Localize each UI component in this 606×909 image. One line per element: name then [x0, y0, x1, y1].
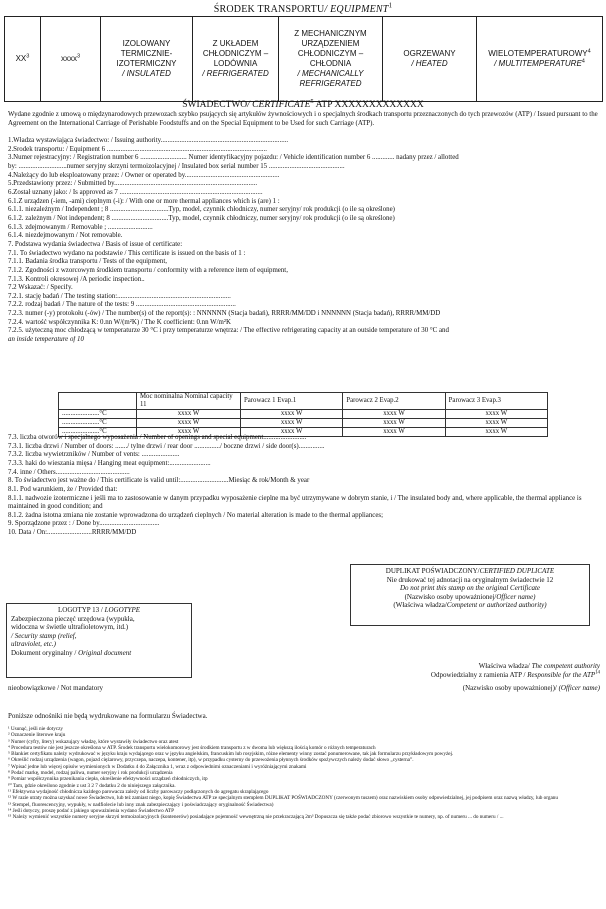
heated-cell: OGRZEWANY / HEATED	[383, 17, 477, 102]
footnote: ⁶ Określić rodzaj urządzenia (wagon, pojazd ciężarowy, przyczepa, naczepa, kontener, itp), w przypadku cysterny do przewożenia płynnych środków spożywczych należy dodać słowo „cysterna”.	[8, 757, 414, 764]
body-line: 7.4. inne / Others...........................................	[8, 468, 130, 476]
cap-value: xxxx W	[137, 428, 241, 437]
signature-block	[368, 662, 600, 680]
logotype-box	[6, 603, 192, 678]
cap-value: xxxx W	[137, 410, 241, 419]
cap-value: xxxx W	[343, 419, 445, 428]
body-line: by: ............................numer seryjny skrzyni termoizolacyjnej / Insulated box serial number 15 ............................................	[8, 162, 345, 170]
logotype-title: LOGOTYP 13 / LOGOTYPE	[57, 606, 140, 614]
body-line: 7.1.3. Kontroli okresowej /A periodic inspection..	[8, 275, 145, 283]
footnote: ¹ Usunąć, jeśli nie dotyczy	[8, 726, 64, 732]
multitemperature-cell: WIELOTEMPERATUROWY$^4$ / MULTITEMPERATURE$^4$	[477, 17, 603, 102]
body-line: 8. To świadectwo jest ważne do / This certificate is valid until:............................Miesiąc & rok/Month & year	[8, 477, 310, 485]
footnote: ¹⁵ Należy wymienić wszystkie numery seryjne skrzyń termoizolacyjnych (kontenerów) posiadające pojemność wewnętrzną nie przekraczającą 2m³ Dopuszcza się także podać zbiorowo wszystkie te numery, np. of numeru ... do numeru / ...	[8, 814, 504, 821]
body-line: 7.3. liczba otworów i specjalnego wyposażenia / Number of openings and special equipment.........................	[8, 434, 307, 441]
body-line: 4.Należący do lub eksploatowany przez: / Owner or operated by.......................................................	[8, 171, 280, 179]
body-line: 8.1.1. nadwozie izotermiczne i jeśli ma to zastosowanie w danym przypadku wyposażenie cieplne ma być utrzymywane w dobrym stanie, i / The insulated body and, where applicable, the thermal appliance is maintained in good condition; and	[8, 494, 582, 511]
body-line: 7.3.1. liczba drzwi / Number of doors: ......./ tylne drzwi / rear door .............../ boczne drzwi / side door(s)...............	[8, 442, 325, 450]
body-line: 1.Władza wystawiająca świadectwo: / Issuing authority..........................................................................	[8, 137, 289, 144]
body-line: 6.1.1. niezależnym / Independent ; 8 ..................................Typ, model, czynnik chłodniczy, numer seryjny/ rok produkcji (o ile są określone)	[8, 206, 395, 214]
body-line: 6.1.Z urządzen (-iem, -ami) cieplnym (-i): / With one or more thermal appliances which is (are) 1 :	[8, 197, 280, 205]
body-line: 7.2 Wskazać: / Specify.	[8, 284, 73, 292]
footnote: ¹² W razie utraty można uzyskać nowe Świadectwo, lub też zamiast niego, kopię Świadectwa ATP ze specjalnym stemplem DUPLIKAT POŚWIADCZONY (czerwonym tuszem) oraz nazwiskiem osoby odpowiedzialnej, jej podpisem oraz nazwą władzy, lub organu	[8, 795, 558, 802]
footnote: ⁷ Wpisać jedne lub więcej opisów wymienionych w Dodatku 4 do Załącznika 1, wraz z odpowiednimi oznaczeniami i wyróżniającymi znakami	[8, 763, 307, 770]
footnote-heading: Poniższe odnośniki nie będą wydrukowane na formularzu Świadectwa.	[8, 712, 208, 720]
duplicate-line: Nie drukować tej adnotacji na oryginalnym świadectwie 12	[386, 575, 554, 584]
cap-header-evap1: Parowacz 1 Evap.1	[241, 393, 343, 410]
country-code-cell: $XX^3$	[5, 17, 41, 102]
cap-value: xxxx W	[241, 410, 343, 419]
cap-temp: ......................°C	[59, 428, 137, 437]
cap-header-evap3: Parowacz 3 Evap.3	[445, 393, 547, 410]
body-line: 7.1.2. Zgodności z wzorcowym środkiem transportu / conformity with a reference item of equipment,	[8, 266, 288, 274]
body-line: 7.2.4. wartość współczynnika K: 0.nn W/(m²K) / The K coefficient: 0.nn W/m²K	[8, 318, 231, 326]
body-line: 3.Numer rejestracyjny: / Registration number 6 ........................... Numer identyfikacyjny pojazdu: / Vehicle identification number 6 ............. nadany przez / allotted	[8, 154, 459, 162]
footnote: ⁹ Pomiar współczynnika przenikania ciepła, określenie efektywności urządzeń chłodniczych, itp	[8, 776, 208, 783]
body-line: 8.1. Pod warunkiem, że / Provided that:	[8, 485, 118, 493]
cap-value: xxxx W	[241, 428, 343, 437]
body-line: 6.1.3. zdejmowanym / Removable ; ..........................	[8, 223, 153, 231]
cap-value: xxxx W	[445, 410, 547, 419]
table-row	[59, 419, 548, 428]
equipment-title: ŚRODEK TRANSPORTU/ EQUIPMENT$^1$	[213, 1, 393, 15]
signature-authority: Właściwa władza/ The competent authority	[478, 662, 600, 670]
logotype-line: Zabezpieczona pieczęć urzędowa (wypukła,	[11, 614, 135, 623]
not-mandatory-note: nieobowiązkowe / Not mandatory	[8, 684, 104, 692]
cap-value: xxxx W	[343, 428, 445, 437]
certificate-number: ATP XXXXXXXXXXXXX	[315, 100, 424, 110]
logotype-line: Dokument oryginalny / Original document	[11, 648, 132, 657]
cap-value: xxxx W	[445, 428, 547, 437]
insulated-cell: IZOLOWANY TERMICZNIE-IZOTERMICZNY / INSULATED	[101, 17, 193, 102]
body-line: an inside temperature of 10	[8, 336, 84, 344]
footnotes	[8, 726, 600, 820]
body-line: 7.2.3. numer (-y) protokołu (-ów) / The number(s) of the report(s): : NNNNNN (Stacja badań), RRRR/MM/DD i NNNNNN (Stacja badań), RRRR/MM/DD	[8, 310, 441, 318]
cap-value: xxxx W	[445, 419, 547, 428]
footnote: ⁴ Procedura testów nie jest jeszcze określona w ATP. Środek transportu wielokomorowy jest środkiem transportu z w dwoma lub większą ilością komór o różnych temperaturach	[8, 744, 376, 751]
footnote: ⁸ Podać markę, model, rodzaj paliwa, numer seryjny i rok produkcji urządzenia	[8, 770, 173, 777]
cap-temp: ......................°C	[59, 419, 137, 428]
cap-header-nominal: Moc nominalna Nominal capacity 11	[137, 393, 241, 410]
body-line: 10. Data / On:..........................RRRR/MM/DD	[8, 528, 137, 536]
duplicate-title: DUPLIKAT POŚWIADCZONY/CERTIFIED DUPLICATE	[385, 567, 555, 575]
body-line: 6.Został uznany jako: / Is approved as 7 ...................................................................................	[8, 188, 263, 196]
certificate-title: ŚWIADECTWO/ CERTIFICATE$^5$ ATP XXXXXXXXXXXXX	[182, 97, 424, 110]
mechanically-refrigerated-cell: Z MECHANICZNYM URZĄDZENIEM CHŁODNICZYM – CHŁODNIA / MECHANICALLY REFRIGERATED	[279, 17, 383, 102]
footnote: ¹¹ Efektywna wydajność chłodnicza każdego parowacza zależy od liczby parowaczy podłączonych do agregatu skraplającego	[8, 788, 269, 795]
certificate-body-continued	[8, 434, 598, 538]
cap-value: xxxx W	[241, 419, 343, 428]
officer-name: (Nazwisko osoby upoważnionej)/ (Officer name)	[462, 684, 600, 692]
authority-code-cell: xxxx$^3$	[41, 17, 101, 102]
certificate-body	[8, 111, 598, 345]
footnote: ¹⁰ Tam, gdzie określono zgodnie z ust 3 2 7 dodatku 2 do niniejszego załącznika.	[8, 782, 176, 789]
equipment-classification-table	[4, 16, 603, 102]
body-line: 7.3.2. liczba wywietrzników / Number of vents: ......................	[8, 451, 180, 459]
refrigerating-capacity-table	[58, 392, 548, 437]
body-line: 5.Przedstawiony przez: / Submitted by...................................................................................	[8, 180, 258, 188]
cap-value: xxxx W	[137, 419, 241, 428]
footnote: ⁵ Blankiet certyfikatu należy wydrukować w języku kraju wydającego oraz w języku angielskim, francuskim lub rosyjskim, różne elementy winny zostać ponumerowane, tak jak formularzu przykładowym powyżej.	[8, 751, 454, 758]
body-line: 8.1.2. żadna istotna zmiana nie zostanie wprowadzona do urządzeń cieplnych / No material alteration is made to the thermal appliances;	[8, 511, 384, 519]
refrigerated-cell: Z UKŁADEM CHŁODNICZYM – LODÓWNIA / REFRIGERATED	[193, 17, 279, 102]
table-row	[59, 410, 548, 419]
body-line: 7.2.5. użyteczną moc chłodzącą w temperaturze 30 °C i przy temperaturze wnętrza: / The effective refrigerating capacity at an outside temperature of 30 °C and	[8, 327, 449, 335]
body-line: 7.3.3. haki do wieszania mięsa / Hanging meat equipment:........................	[8, 459, 211, 467]
body-line: 7.1. To świadectwo wydano na podstawie / This certificate is issued on the basis of 1 :	[8, 249, 246, 257]
body-line: 7.2.2. rodzaj badań / The nature of the tests: 9 ..........................................................	[8, 301, 236, 309]
cap-header-empty	[59, 393, 137, 410]
signature-responsible: Odpowiedzialny z ramienia ATP / Responsible for the ATP$^{14}$	[430, 670, 600, 679]
cap-temp: ......................°C	[59, 410, 137, 419]
cap-header-evap2: Parowacz 2 Evap.2	[343, 393, 445, 410]
body-line: 6.1.4. niezdejmowanym / Not removable.	[8, 232, 123, 240]
footnote: ³ Numer (cyfry, litery) wskazujący władzę, które wystawiły świadectwo oraz atest	[8, 738, 179, 745]
body-line: 6.1.2. zależnym / Not independent; 8 .................................Typ, model, czynnik chłodniczy, numer seryjny/ rok produkcji (o ile są określone)	[8, 214, 395, 222]
logotype-line: / Security stamp (relief,	[11, 631, 77, 640]
duplicate-line: (Właściwa władza/Competent or authorized authority)	[393, 601, 547, 609]
logotype-line: widoczna w świetle ultrafioletowym, itd.)	[11, 623, 129, 632]
footnote: ¹³ Stempel, fluorescencyjny, wypukły, w nadfiolecie lub inny znak zabezpieczający i poświadczający oryginalność Świadectwa)	[8, 801, 274, 808]
duplicate-line: (Nazwisko osoby upoważnionej/Officer name)	[404, 592, 536, 601]
footnote: ² Oznaczenie literowe kraju	[8, 732, 66, 739]
body-line: 9. Sporządzone przez : / Done by...................................	[8, 520, 160, 528]
duplicate-line: Do not print this stamp on the original Certificate	[400, 584, 540, 592]
footnote: ¹⁴ Jeśli dotyczy, proszę podać z jakiego upoważnienia wydano Świadectwo ATP	[8, 807, 174, 814]
body-line: 7. Podstawa wydania świadectwa / Basis of issue of certificate:	[8, 240, 183, 248]
cap-value: xxxx W	[343, 410, 445, 419]
body-line: Wydane zgodnie z umową o międzynarodowych przewozach szybko psujących się artykułów żywnościowych i o specjalnych środkach transportu przeznaczonych do tych przewozów (ATP) / Issued pursuant to the Agreement on the International Carriage of Perishable Foodstuffs and on the Special Equipment to be Used for such Carriage (ATP).	[8, 111, 598, 127]
body-line: 7.2.1. stację badań / The testing station:..................................................................	[8, 292, 231, 300]
duplicate-stamp-box	[350, 564, 590, 626]
body-line: 7.1.1. Badania środka transportu / Tests of the equipment,	[8, 258, 167, 266]
body-line: 2.Środek transportu: / Equipment 6 .............................................................................................	[8, 145, 267, 153]
logotype-line: ultraviolet, etc.)	[11, 640, 56, 649]
